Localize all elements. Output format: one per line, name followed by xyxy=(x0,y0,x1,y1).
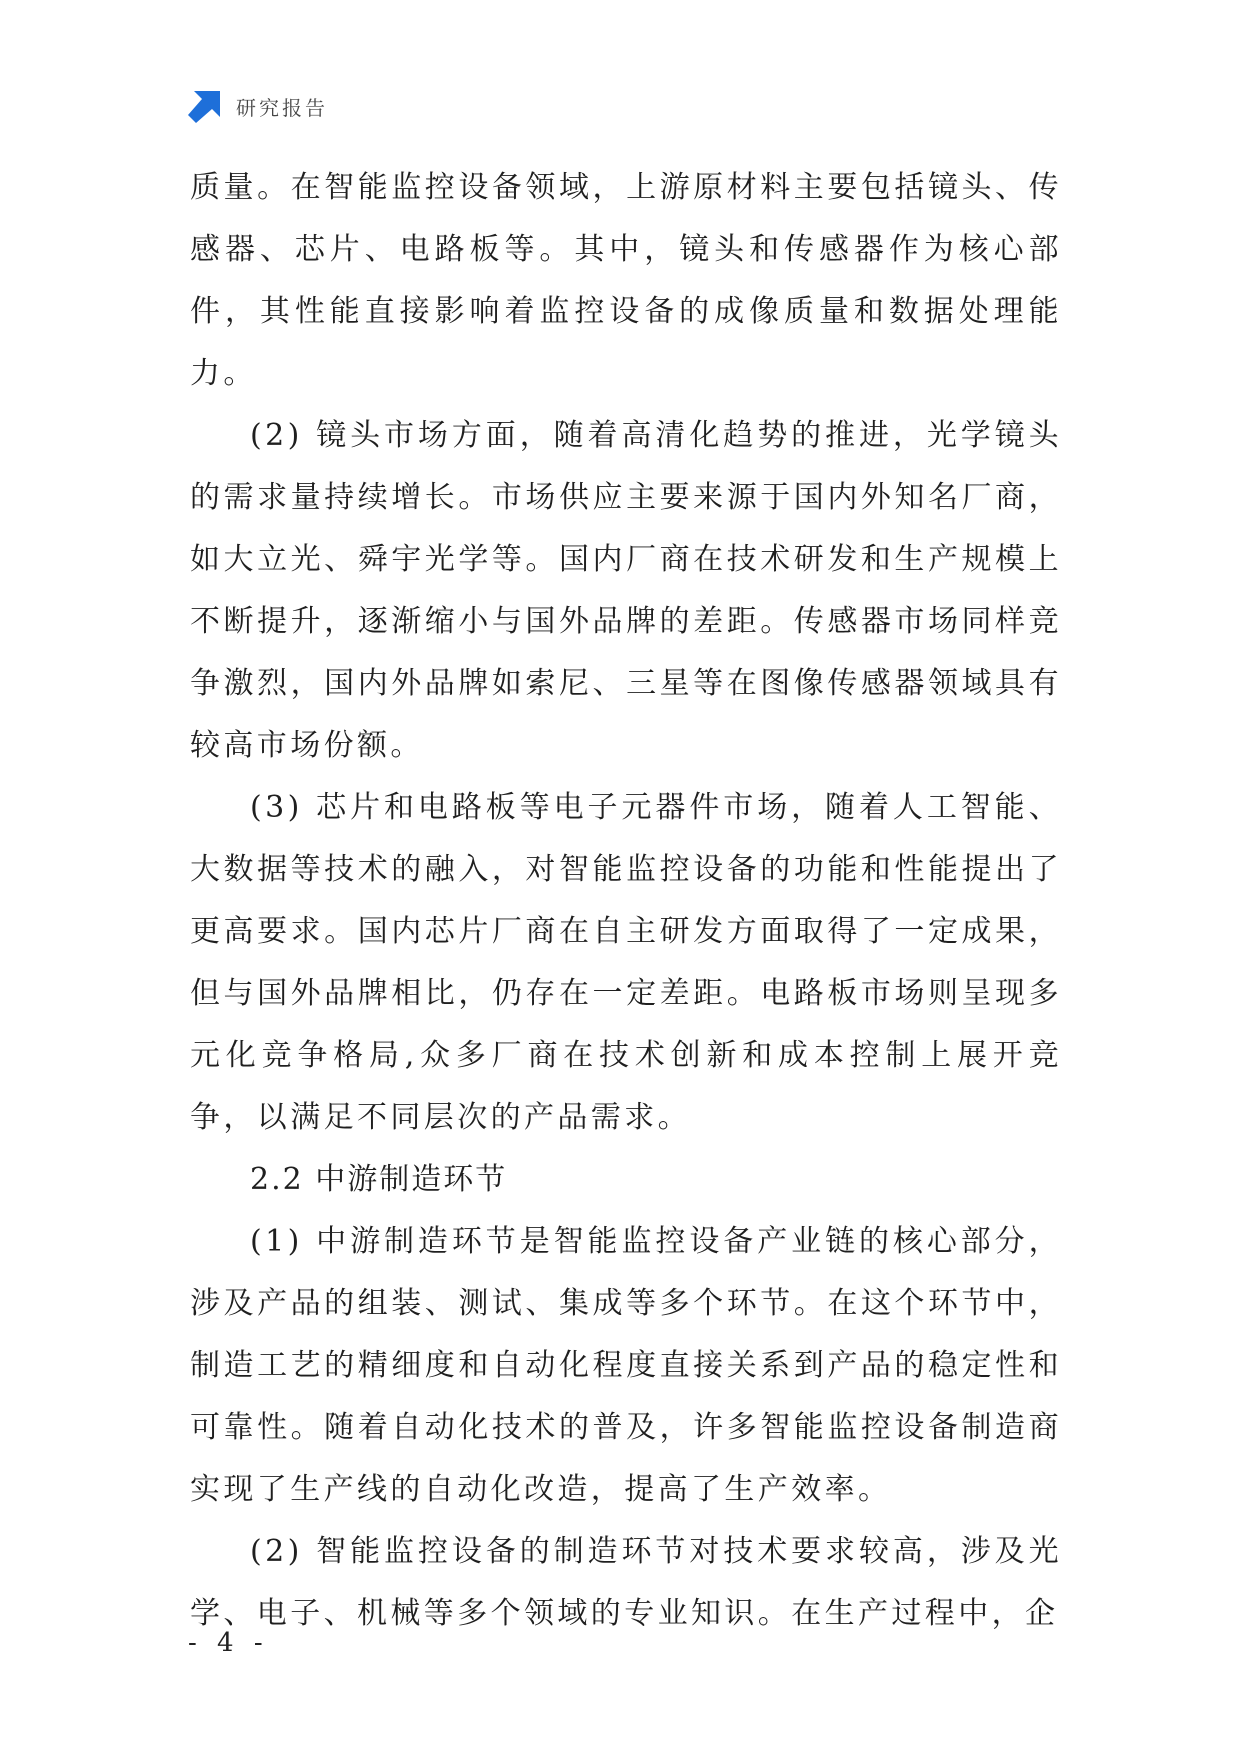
page-number: - 4 - xyxy=(188,1628,269,1658)
document-body xyxy=(190,157,1062,1645)
diagonal-arrow-logo-icon xyxy=(188,89,222,123)
paragraph-lens-market: (2) 镜头市场方面，随着高清化趋势的推进，光学镜头的需求量持续增长。市场供应主要来源于国内外知名厂商，如大立光、舜宇光学等。国内厂商在技术研发和生产规模上不断提升，逐渐缩小与国外品牌的差距。传感器市场同样竞争激烈，国内外品牌如索尼、三星等在图像传感器领域具有较高市场份额。 xyxy=(190,418,1062,763)
paragraph-chip-market: (3) 芯片和电路板等电子元器件市场，随着人工智能、大数据等技术的融入，对智能监控设备的功能和性能提出了更高要求。国内芯片厂商在自主研发方面取得了一定成果，但与国外品牌相比，仍存在一定差距。电路板市场则呈现多元化竞争格局,众多厂商在技术创新和成本控制上展开竞争，以满足不同层次的产品需求。 xyxy=(190,790,1062,1135)
paragraph-midstream-1: (1) 中游制造环节是智能监控设备产业链的核心部分，涉及产品的组装、测试、集成等多个环节。在这个环节中，制造工艺的精细度和自动化程度直接关系到产品的稳定性和可靠性。随着自动化技术的普及，许多智能监控设备制造商实现了生产线的自动化改造，提高了生产效率。 xyxy=(190,1224,1062,1507)
report-header xyxy=(188,88,328,124)
header-label: 研究报告 xyxy=(236,95,328,120)
paragraph-midstream-2: (2) 智能监控设备的制造环节对技术要求较高，涉及光学、电子、机械等多个领域的专业知识。在生产过程中，企 xyxy=(190,1534,1062,1631)
paragraph-continuation: 质量。在智能监控设备领域，上游原材料主要包括镜头、传感器、芯片、电路板等。其中，镜头和传感器作为核心部件，其性能直接影响着监控设备的成像质量和数据处理能力。 xyxy=(190,170,1062,391)
section-heading: 2.2 中游制造环节 xyxy=(250,1162,508,1197)
